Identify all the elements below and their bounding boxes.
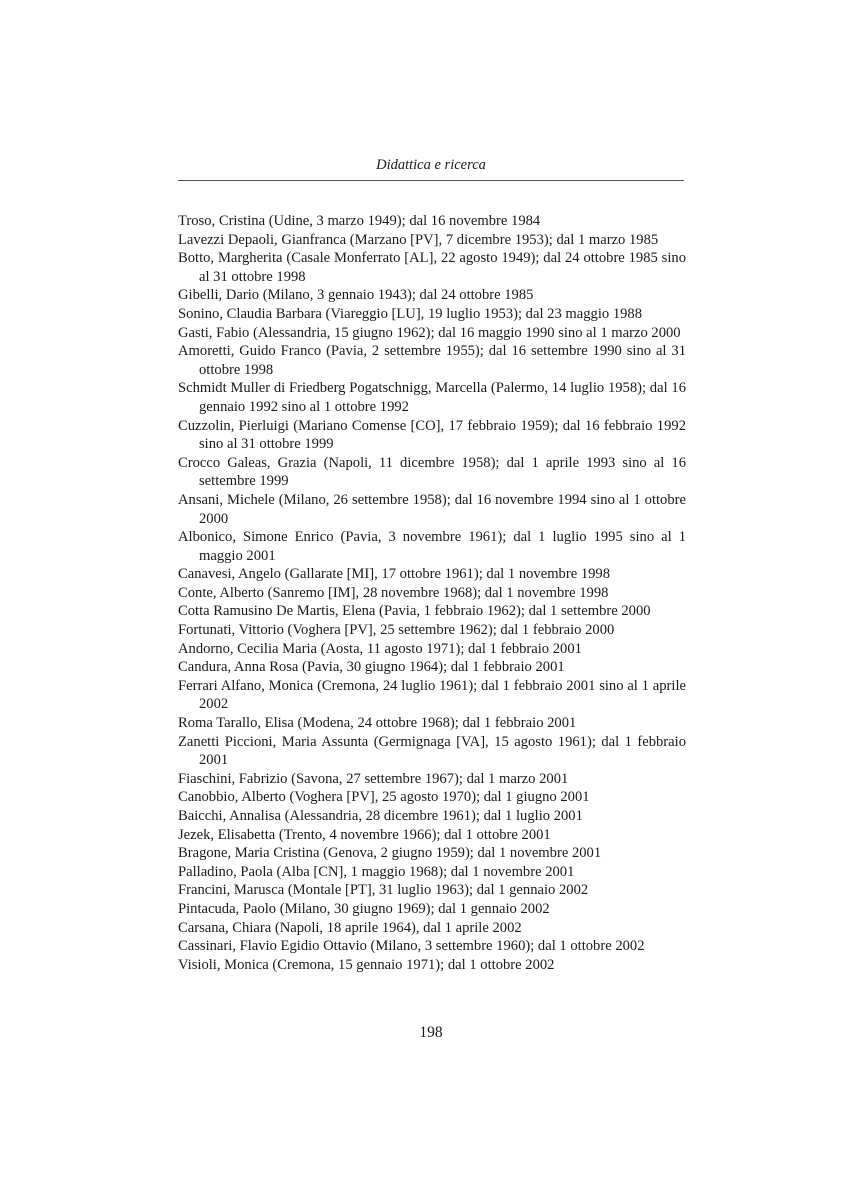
list-item: Gasti, Fabio (Alessandria, 15 giugno 1962); dal 16 maggio 1990 sino al 1 marzo 2000 [178,324,681,341]
list-item: Cuzzolin, Pierluigi (Mariano Comense [CO], 17 febbraio 1959); dal 16 febbraio 1992 sino al 31 ottobre 1999 [178,417,686,453]
list-item: Andorno, Cecilia Maria (Aosta, 11 agosto 1971); dal 1 febbraio 2001 [178,640,582,657]
list-item: Schmidt Muller di Friedberg Pogatschnigg, Marcella (Palermo, 14 luglio 1958); dal 16 gennaio 1992 sino al 1 ottobre 1992 [178,380,686,415]
list-item: Baicchi, Annalisa (Alessandria, 28 dicembre 1961); dal 1 luglio 2001 [178,808,583,824]
list-item: Visioli, Monica (Cremona, 15 gennaio 1971); dal 1 ottobre 2002 [178,956,555,973]
list-item: Palladino, Paola (Alba [CN], 1 maggio 1968); dal 1 novembre 2001 [178,863,575,880]
list-item: Gibelli, Dario (Milano, 3 gennaio 1943); dal 24 ottobre 1985 [178,287,534,304]
list-item: Sonino, Claudia Barbara (Viareggio [LU], 19 luglio 1953); dal 23 maggio 1988 [178,305,643,322]
list-item: Lavezzi Depaoli, Gianfranca (Marzano [PV], 7 dicembre 1953); dal 1 marzo 1985 [178,231,659,248]
list-item: Bragone, Maria Cristina (Genova, 2 giugno 1959); dal 1 novembre 2001 [178,845,602,862]
header-rule [178,180,684,181]
list-item: Cassinari, Flavio Egidio Ottavio (Milano, 3 settembre 1960); dal 1 ottobre 2002 [178,938,645,955]
list-item: Francini, Marusca (Montale [PT], 31 luglio 1963); dal 1 gennaio 2002 [178,882,589,899]
list-item: Botto, Margherita (Casale Monferrato [AL], 22 agosto 1949); dal 24 ottobre 1985 sino al 31 ottobre 1998 [178,250,686,285]
page-number: 198 [419,1024,443,1041]
list-item: Pintacuda, Paolo (Milano, 30 giugno 1969); dal 1 gennaio 2002 [178,900,550,917]
list-item: Troso, Cristina (Udine, 3 marzo 1949); dal 16 novembre 1984 [178,213,541,229]
list-item: Roma Tarallo, Elisa (Modena, 24 ottobre 1968); dal 1 febbraio 2001 [178,715,577,732]
list-item: Conte, Alberto (Sanremo [IM], 28 novembre 1968); dal 1 novembre 1998 [178,584,609,601]
running-title: Didattica e ricerca [376,157,486,173]
list-item: Ferrari Alfano, Monica (Cremona, 24 luglio 1961); dal 1 febbraio 2001 sino al 1 aprile 2002 [178,677,686,713]
list-item: Carsana, Chiara (Napoli, 18 aprile 1964), dal 1 aprile 2002 [178,919,522,936]
staff-list [178,212,686,974]
list-item: Candura, Anna Rosa (Pavia, 30 giugno 1964); dal 1 febbraio 2001 [178,659,565,676]
list-item: Albonico, Simone Enrico (Pavia, 3 novembre 1961); dal 1 luglio 1995 sino al 1 maggio 2001 [178,529,686,564]
list-item: Canavesi, Angelo (Gallarate [MI], 17 ottobre 1961); dal 1 novembre 1998 [178,566,611,583]
list-item: Crocco Galeas, Grazia (Napoli, 11 dicembre 1958); dal 1 aprile 1993 sino al 16 settembre 1999 [178,454,686,490]
list-item: Canobbio, Alberto (Voghera [PV], 25 agosto 1970); dal 1 giugno 2001 [178,789,590,806]
list-item: Cotta Ramusino De Martis, Elena (Pavia, 1 febbraio 1962); dal 1 settembre 2000 [178,603,651,620]
list-item: Amoretti, Guido Franco (Pavia, 2 settembre 1955); dal 16 settembre 1990 sino al 31 ottobre 1998 [178,343,686,378]
list-item: Fiaschini, Fabrizio (Savona, 27 settembre 1967); dal 1 marzo 2001 [178,770,569,787]
list-item: Zanetti Piccioni, Maria Assunta (Germignaga [VA], 15 agosto 1961); dal 1 febbraio 2001 [178,733,686,769]
list-item: Fortunati, Vittorio (Voghera [PV], 25 settembre 1962); dal 1 febbraio 2000 [178,622,615,639]
list-item: Ansani, Michele (Milano, 26 settembre 1958); dal 16 novembre 1994 sino al 1 ottobre 2000 [178,491,686,527]
list-item: Jezek, Elisabetta (Trento, 4 novembre 1966); dal 1 ottobre 2001 [178,826,551,843]
